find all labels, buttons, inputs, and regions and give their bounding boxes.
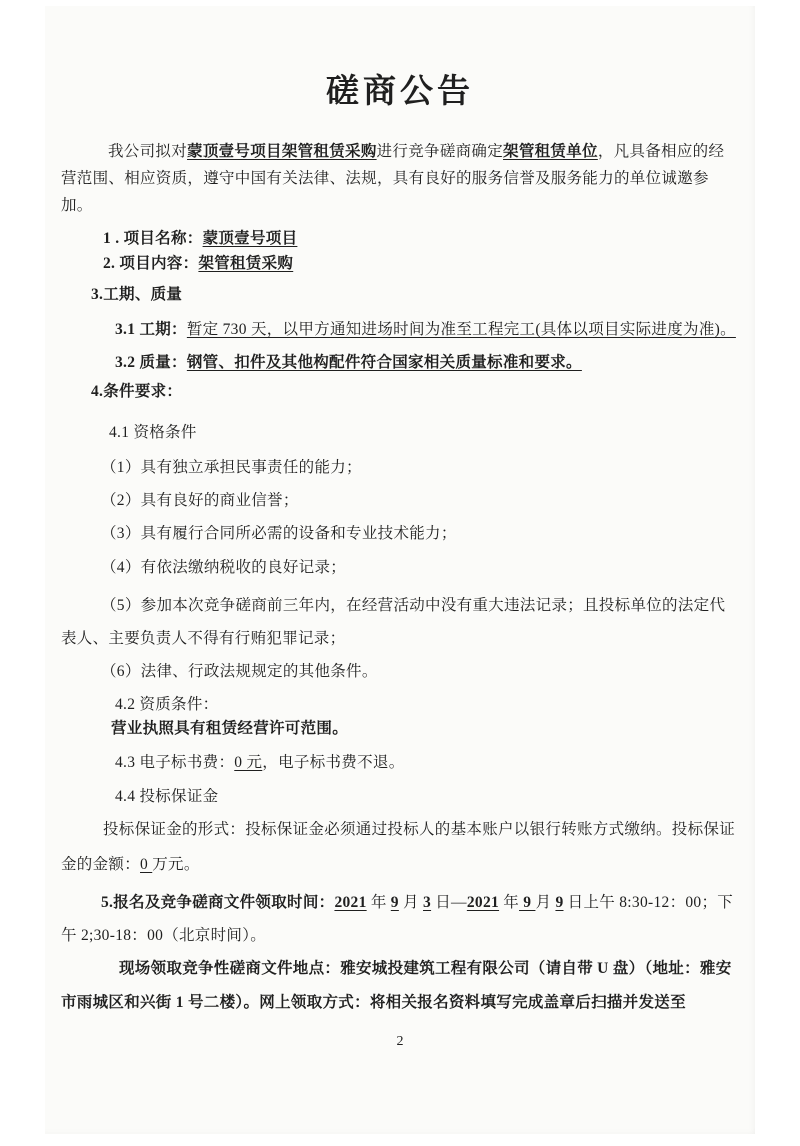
text-run: 2021 xyxy=(466,894,500,911)
text-run: ，电子标书费不退。 xyxy=(262,754,405,771)
project-name-item xyxy=(61,227,739,251)
text-run: （1）具有独立承担民事责任的能力； xyxy=(101,459,362,476)
text-run: ，凡具备相应的经营范围、相应资质，遵守中国有关法律、法规，具有良好的服务信誉及服务能力的单位诚邀参加。 xyxy=(61,143,725,214)
text-run: 4.4 投标保证金 xyxy=(115,788,219,805)
page-number: 2 xyxy=(396,1034,404,1049)
clause-credentials xyxy=(61,693,739,717)
text-run: 4.3 电子标书费： xyxy=(115,754,235,771)
text-run: 0 元 xyxy=(234,754,263,771)
requirement-item-3 xyxy=(61,522,739,546)
project-content-item xyxy=(61,252,739,276)
text-run: 营业执照具有租赁经营许可范围。 xyxy=(111,720,349,737)
text-run: 2021 xyxy=(334,894,367,911)
section-requirements xyxy=(61,380,739,404)
text-run: （5）参加本次竞争磋商前三年内，在经营活动中没有重大违法记录；且投标单位的法定代表人、主要负责人不得有行贿犯罪记录； xyxy=(61,597,726,647)
text-run: 3.1 工期： xyxy=(115,321,187,338)
document-body xyxy=(45,6,755,1050)
text-run: 年 xyxy=(366,894,391,911)
text-run: 年 xyxy=(499,894,520,911)
text-run: 4.1 资格条件 xyxy=(109,424,197,441)
clause-quality xyxy=(61,351,739,375)
text-run: 网上领取方式： xyxy=(259,994,370,1011)
text-run: 9 xyxy=(519,894,536,911)
intro-paragraph xyxy=(61,138,739,219)
requirement-item-2 xyxy=(61,489,739,513)
clause-document-fee xyxy=(61,751,739,775)
text-run: 万元。 xyxy=(152,856,200,873)
clause-duration xyxy=(61,314,739,345)
requirement-item-6 xyxy=(61,660,739,684)
text-run: 9 xyxy=(555,894,564,911)
requirement-item-5 xyxy=(61,589,739,655)
deposit-details-paragraph xyxy=(61,812,739,882)
text-run: 将相关报名资料填写完成盖章后扫描并发送至 xyxy=(369,994,686,1011)
text-run: （2）具有良好的商业信誉； xyxy=(101,492,299,509)
text-run: 3 xyxy=(423,894,432,911)
text-run: 2. 项目内容： xyxy=(103,255,199,272)
clause-qualification xyxy=(61,421,739,445)
text-run: 架管租赁单位 xyxy=(503,143,598,160)
text-run: 月 xyxy=(535,894,556,911)
text-run: 钢管、扣件及其他构配件符合国家相关质量标准和要求。 xyxy=(186,354,582,371)
clause-bid-deposit xyxy=(61,785,739,809)
text-run: 9 xyxy=(390,894,399,911)
section-duration-quality xyxy=(61,283,739,307)
document-pickup-paragraph xyxy=(61,952,739,1020)
text-run: 投标保证金的形式：投标保证金必须通过投标人的基本账户以银行转账方式缴纳。投标保证金的金额： xyxy=(61,821,736,873)
text-run: 日— xyxy=(431,894,467,911)
text-run: 蒙顶壹号项目 xyxy=(202,230,298,247)
text-run: （3）具有履行合同所必需的设备和专业技术能力； xyxy=(101,525,457,542)
requirement-item-4 xyxy=(61,556,739,580)
text-run: 架管租赁采购 xyxy=(198,255,294,272)
text-run: （6）法律、行政法规规定的其他条件。 xyxy=(101,663,378,680)
text-run: 3.2 质量： xyxy=(115,354,187,371)
text-run: 雅安城投建筑工程有限公司（请自带 U 盘）（地址：雅安市雨城区和兴街 1 号二楼）。 xyxy=(61,960,732,1011)
text-run: 暂定 730 天，以甲方通知进场时间为准至工程完工(具体以项目实际进度为准)。 xyxy=(186,321,736,338)
text-run: 月 xyxy=(398,894,424,911)
text-run: 3.工期、质量 xyxy=(91,286,183,303)
requirement-item-1 xyxy=(61,456,739,480)
document-page xyxy=(45,6,755,1134)
text-run: 现场领取竞争性磋商文件地点： xyxy=(119,960,341,977)
text-run: 1 . 项目名称： xyxy=(103,230,203,247)
text-run: 进行竞争磋商确定 xyxy=(376,143,504,160)
text-run: （4）有依法缴纳税收的良好记录； xyxy=(101,559,347,576)
page-title: 磋商公告 xyxy=(326,74,474,110)
clause-credentials-value xyxy=(61,717,739,741)
text-run: 蒙顶壹号项目架管租赁采购 xyxy=(187,143,377,160)
text-run: 4.2 资质条件： xyxy=(115,696,219,713)
text-run: 日上午 8:30-12：00；下午 2;30-18：00（北京时间）。 xyxy=(61,894,734,944)
text-run: 5.报名及竞争磋商文件领取时间： xyxy=(101,894,335,911)
clause-schedule xyxy=(61,886,739,952)
text-run: 我公司拟对 xyxy=(108,143,188,160)
text-run: 4.条件要求： xyxy=(91,383,183,400)
text-run: 0 xyxy=(140,856,153,873)
